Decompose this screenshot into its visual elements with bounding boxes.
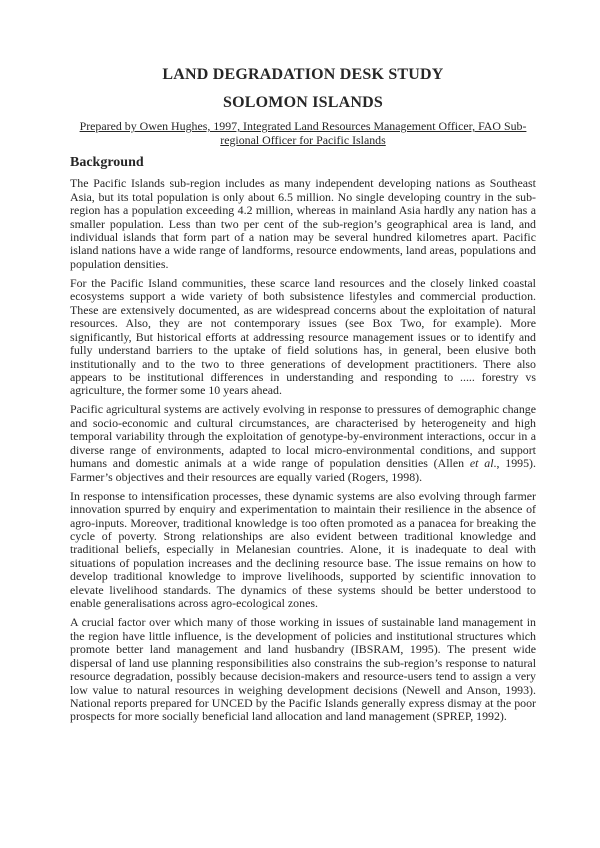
paragraph (70, 490, 536, 611)
document-title-line1: LAND DEGRADATION DESK STUDY (162, 66, 444, 83)
document-title-line2: SOLOMON ISLANDS (223, 94, 383, 111)
section-heading-background: Background (70, 155, 144, 171)
document-subtitle: Prepared by Owen Hughes, 1997, Integrated Land Resources Management Officer, FAO Sub-regional Officer for Pacific Islands (79, 119, 527, 147)
text-run: For the Pacific Island communities, these scarce land resources and the closely linked coastal ecosystems support a wide variety of both subsistence lifestyles and commercial production. These are extensively documented, as are widespread concerns about the exploitation of natural resources. Also, they are not contemporary issues (see Box Two, for example). More significantly, But historical efforts at addressing resource management issues or to identify and fully understand barriers to the uptake of field solutions has, in general, been elusive both institutionally and to the two to three generations of development practitioners. There also appears to be institutional differences in understanding and responding to ..... forestry vs agriculture, the former some 10 years ahead. (70, 275, 536, 398)
paragraph (70, 616, 536, 724)
italic-text-run: et al (469, 456, 494, 471)
text-run: ., 1995). Farmer’s objectives and their resources are equally varied (Rogers, 1998). (70, 456, 536, 484)
paragraph (70, 177, 536, 271)
text-run: In response to intensification processes, these dynamic systems are also evolving through farmer innovation spurred by enquiry and experimentation to maintain their resilience in the absence of agro-inputs. Moreover, traditional knowledge is too often promoted as a panacea for breaking the cycle of poverty. Strong relationships are also evident between traditional knowledge and traditional beliefs, especially in Melanesian countries. Alone, it is inadequate to deal with situations of population increases and the declining resource base. The issue remains on how to develop traditional knowledge to improve livelihoods, supported by scientific innovation to elevate livelihood standards. The dynamics of these systems should be better understood to enable generalisations across agro-ecological zones. (70, 488, 536, 611)
paragraph (70, 403, 536, 484)
paragraph (70, 277, 536, 398)
text-run: A crucial factor over which many of those working in issues of sustainable land management in the region have little influence, is the development of policies and institutional structures which promote better land management and land husbandry (IBSRAM, 1995). The present wide dispersal of land use planning responsibilities also constrains the sub-region’s response to natural resource degradation, possibly because decision-makers and resource-users tend to assign a very low value to natural resources in weighing development decisions (Newell and Anson, 1993). National reports prepared for UNCED by the Pacific Islands generally express dismay at the poor prospects for more socially beneficial land allocation and land management (SPREP, 1992). (70, 615, 536, 724)
text-run: The Pacific Islands sub-region includes as many independent developing nations as Southeast Asia, but its total population is only about 6.5 million. No single developing country in the sub-region has a population exceeding 4.2 million, whereas in mainland Asia hardly any nation has a smaller population. Less than two per cent of the sub-region’s geographical area is land, and individual islands that form part of a nation may be several hundred kilometres apart. Pacific island nations have a wide range of landforms, resource endowments, land areas, populations and population densities. (70, 176, 536, 271)
body-paragraphs (70, 177, 536, 724)
text-run: Pacific agricultural systems are actively evolving in response to pressures of demographic change and socio-economic and cultural circumstances, are characterised by heterogeneity and high temporal variability through the exploitation of genotype-by-environment interactions, occur in a diverse range of environments, adapted to local micro-environmental conditions, and support humans and domestic animals at a wide range of population densities (Allen (70, 402, 536, 471)
